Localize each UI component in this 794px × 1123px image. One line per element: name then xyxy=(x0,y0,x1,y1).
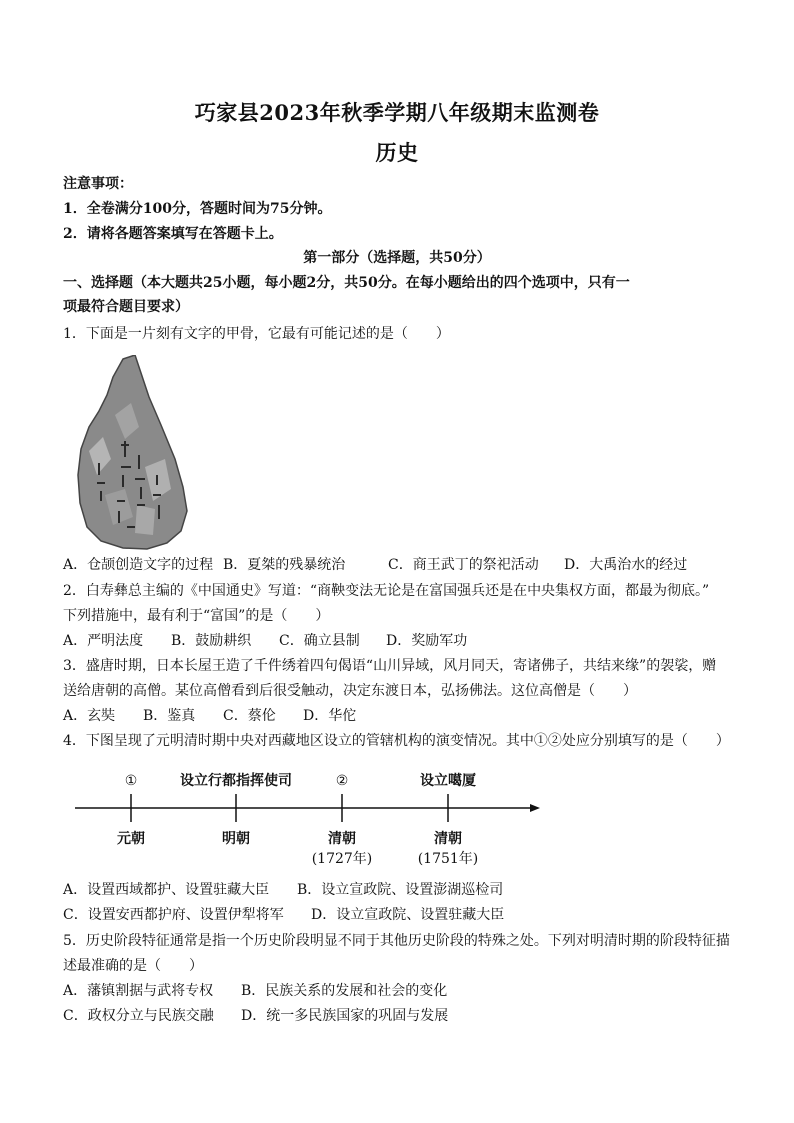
option-b[interactable]: B．夏桀的残暴统治 xyxy=(223,557,346,573)
question-3-stem: 3．盛唐时期，日本长屋王造了千件绣着四句偈语“山川异域，风月同天，寄诸佛子，共结来缘”的袈裟，赠 xyxy=(63,658,717,674)
exam-title: 巧家县2023年秋季学期八年级期末监测卷 xyxy=(194,100,600,125)
option-b[interactable]: B．鼓励耕织 xyxy=(171,633,252,649)
option-a[interactable]: A．严明法度 xyxy=(63,633,144,649)
timeline-bottom-label: 明朝 xyxy=(222,831,250,847)
question-5-stem: 述最准确的是（ ） xyxy=(63,958,203,974)
question-2-options xyxy=(63,631,467,651)
timeline-year: (1751年) xyxy=(417,851,479,867)
subject-title: 历史 xyxy=(375,140,419,165)
option-d[interactable]: D．大禹治水的经过 xyxy=(564,557,688,573)
question-5-options xyxy=(63,1006,448,1026)
option-d[interactable]: D．统一多民族国家的巩固与发展 xyxy=(241,1008,449,1024)
question-3-options xyxy=(63,706,356,726)
timeline-arrow-icon xyxy=(530,804,540,812)
timeline-year: (1727年) xyxy=(311,851,373,867)
question-1-stem: 1．下面是一片刻有文字的甲骨，它最有可能记述的是（ ） xyxy=(63,326,450,342)
section-instructions: 一、选择题（本大题共25小题，每小题2分，共50分。在每小题给出的四个选项中，只有一 xyxy=(63,275,630,291)
option-b[interactable]: B．鉴真 xyxy=(143,708,196,724)
question-3-stem: 送给唐朝的高僧。某位高僧看到后很受触动，决定东渡日本，弘扬佛法。这位高僧是（ ） xyxy=(63,683,637,699)
option-a[interactable]: A．设置西域都护、设置驻藏大臣 xyxy=(63,882,270,898)
notice-item: 2．请将各题答案填写在答题卡上。 xyxy=(63,226,283,242)
question-2-stem: 下列措施中，最有利于“富国”的是（ ） xyxy=(63,608,330,624)
option-d[interactable]: D．奖励军功 xyxy=(386,633,468,649)
timeline-top-label: 设立行都指挥使司 xyxy=(180,773,292,789)
question-5-options xyxy=(63,981,447,1001)
option-c[interactable]: C．确立县制 xyxy=(279,633,360,649)
question-4-options xyxy=(63,905,504,925)
question-2-stem: 2．白寿彝总主编的《中国通史》写道：“商鞅变法无论是在富国强兵还是在中央集权方面，都最为彻底。” xyxy=(63,583,710,599)
option-d[interactable]: D．华佗 xyxy=(303,708,357,724)
question-4-stem: 4．下图呈现了元明清时期中央对西藏地区设立的管辖机构的演变情况。其中①②处应分别填写的是（ ） xyxy=(63,733,730,749)
timeline-top-label: 设立噶厦 xyxy=(420,773,476,789)
option-a[interactable]: A．玄奘 xyxy=(63,708,116,724)
option-c[interactable]: C．蔡伦 xyxy=(223,708,276,724)
option-c[interactable]: C．商王武丁的祭祀活动 xyxy=(388,557,539,573)
option-a[interactable]: A．藩镇割据与武将专权 xyxy=(63,983,214,999)
timeline-diagram xyxy=(70,768,550,868)
option-d[interactable]: D．设立宣政院、设置驻藏大臣 xyxy=(311,907,505,923)
timeline-bottom-label: 清朝 xyxy=(328,831,356,847)
option-c[interactable]: C．设置安西都护府、设置伊犁将军 xyxy=(63,907,284,923)
timeline-top-label: ① xyxy=(124,773,138,789)
question-4-options xyxy=(63,880,503,900)
question-1-options xyxy=(63,555,687,575)
option-c[interactable]: C．政权分立与民族交融 xyxy=(63,1008,214,1024)
part-heading: 第一部分（选择题，共50分） xyxy=(303,250,491,266)
timeline-bottom-label: 清朝 xyxy=(434,831,462,847)
option-b[interactable]: B．设立宣政院、设置澎湖巡检司 xyxy=(297,882,504,898)
notice-heading: 注意事项： xyxy=(63,176,133,192)
section-instructions: 项最符合题目要求） xyxy=(63,299,189,315)
oracle-bone-image xyxy=(75,355,190,550)
question-5-stem: 5．历史阶段特征通常是指一个历史阶段明显不同于其他历史阶段的特殊之处。下列对明清时期的阶段特征描 xyxy=(63,933,730,949)
option-b[interactable]: B．民族关系的发展和社会的变化 xyxy=(241,983,448,999)
option-a[interactable]: A．仓颉创造文字的过程 xyxy=(63,557,214,573)
notice-item: 1．全卷满分100分，答题时间为75分钟。 xyxy=(63,201,332,217)
timeline-top-label: ② xyxy=(335,773,349,789)
timeline-bottom-label: 元朝 xyxy=(117,831,145,847)
